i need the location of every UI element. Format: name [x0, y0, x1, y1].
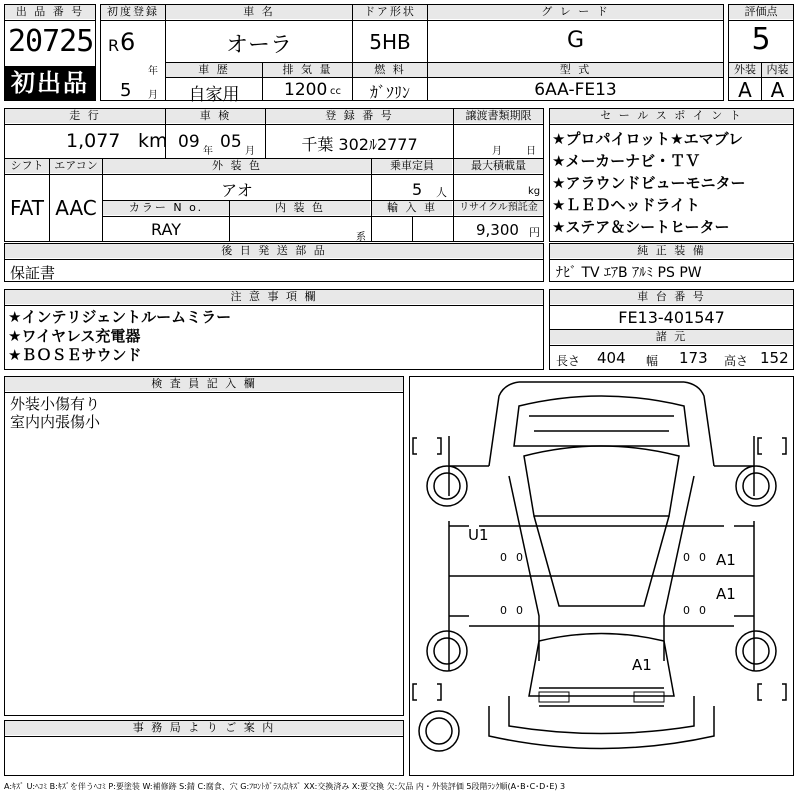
notes-label: 注 意 事 項 欄 — [5, 290, 543, 304]
vehicle-details-table — [4, 108, 544, 242]
seats-unit: 人 — [436, 186, 447, 199]
plate-value: 千葉 302ﾙ2777 — [301, 135, 418, 154]
seats-value: 5 — [412, 180, 423, 199]
ac-value: AAC — [55, 196, 97, 220]
door-label: ドア形状 — [353, 5, 427, 19]
reg-year-unit: 年 — [148, 66, 158, 77]
note-item: ★インテリジェントルームミラー — [8, 308, 232, 326]
mileage-label: 走 行 — [5, 109, 165, 123]
equipment-label: 純 正 装 備 — [550, 244, 793, 258]
exterior-label: 外装 — [729, 63, 761, 77]
shift-label: シフト — [5, 159, 49, 173]
ac-label: エアコン — [50, 159, 102, 173]
later-parts-value: 保証書 — [10, 264, 56, 282]
history-label: 車 歴 — [166, 63, 262, 77]
load-label: 最大積載量 — [454, 159, 543, 173]
chassis-value: FE13-401547 — [618, 308, 725, 327]
diagram-zero: 0 — [699, 604, 706, 617]
grade-value: G — [566, 28, 585, 53]
recycle-value: 9,300 — [476, 221, 519, 239]
reg-year: 6 — [120, 28, 136, 56]
color-value: アオ — [221, 181, 253, 200]
score-value: 5 — [751, 22, 771, 57]
sales-points-label: セ ー ル ス ポ イ ン ト — [550, 109, 793, 123]
era-letter: R — [108, 36, 120, 55]
width-value: 173 — [679, 349, 708, 367]
plate-label: 登 録 番 号 — [266, 109, 453, 123]
history-value: 自家用 — [188, 85, 240, 105]
model-value: 6AA-FE13 — [534, 80, 617, 100]
height-value: 152 — [760, 349, 789, 367]
fuel-value: ｶﾞｿﾘﾝ — [369, 83, 410, 102]
sales-point-item: ★メーカーナビ・ＴＶ — [552, 152, 701, 170]
first-reg-label: 初度登録 — [101, 5, 165, 19]
color-no-label: カラー N o. — [103, 201, 229, 215]
score-label: 評価点 — [729, 5, 793, 19]
seats-label: 乗車定員 — [372, 159, 452, 173]
interior-grade: A — [770, 78, 785, 102]
interior-color-unit: 系 — [356, 232, 366, 243]
recycle-label: リサイクル預託金 — [454, 201, 543, 215]
diagram-zero: 0 — [500, 604, 507, 617]
sales-point-item: ★プロパイロット★エマブレ — [552, 130, 743, 148]
office-label: 事 務 局 よ り ご 案 内 — [5, 721, 403, 735]
diagram-mark-a1-right-front: A1 — [716, 551, 736, 569]
transfer-month-unit: 月 — [492, 146, 502, 157]
sales-point-item: ★ＬＥＤヘッドライト — [552, 196, 700, 214]
equipment-value: ﾅﾋﾞ TV ｴｱB ｱﾙﾐ PS PW — [556, 265, 702, 281]
reg-month-unit: 月 — [148, 90, 158, 101]
color-no-value: RAY — [151, 220, 181, 239]
displacement-unit: cc — [330, 86, 341, 97]
notes-list — [8, 308, 231, 365]
inspector-notes — [10, 395, 100, 431]
fuel-label: 燃 料 — [353, 63, 427, 77]
load-unit: kg — [528, 186, 541, 197]
grade-label: グ レ ー ド — [428, 5, 723, 19]
insp-month: 05 — [220, 132, 242, 152]
inspector-note-line: 外装小傷有り — [10, 395, 101, 413]
note-item: ★ＢＯＳＥサウンド — [8, 346, 142, 364]
exterior-grade: A — [738, 78, 752, 102]
reg-month: 5 — [120, 80, 132, 101]
sales-point-item: ★アラウンドビューモニター — [552, 174, 746, 192]
dims-label: 諸 元 — [550, 330, 793, 344]
recycle-unit: 円 — [529, 226, 540, 239]
lot-number-label: 出 品 番 号 — [5, 5, 95, 19]
displacement-value: 1200 — [284, 80, 328, 100]
diagram-mark-a1-right-rear: A1 — [716, 585, 736, 603]
transfer-label: 譲渡書類期限 — [454, 109, 543, 123]
insp-year-unit: 年 — [203, 146, 213, 157]
diagram-zero: 0 — [516, 551, 523, 564]
car-name-label: 車 名 — [166, 5, 352, 19]
diagram-zero: 0 — [500, 551, 507, 564]
diagram-mark-a1-roof: A1 — [632, 656, 652, 674]
color-label: 外 装 色 — [103, 159, 371, 173]
diagram-mark-u1: U1 — [468, 526, 489, 544]
height-label: 高さ — [724, 354, 749, 368]
mileage-unit: km — [138, 130, 168, 152]
width-label: 幅 — [646, 354, 659, 368]
diagram-zero: 0 — [699, 551, 706, 564]
sales-points-list — [552, 128, 792, 238]
inspection-label: 車 検 — [166, 109, 265, 123]
insp-year: 09 — [178, 132, 200, 152]
interior-label: 内装 — [762, 63, 793, 77]
import-label: 輸 入 車 — [372, 201, 452, 215]
car-name: オーラ — [225, 33, 292, 58]
diagram-zero: 0 — [683, 604, 690, 617]
insp-month-unit: 月 — [245, 146, 255, 157]
length-value: 404 — [597, 349, 626, 367]
first-listing-badge: 初出品 — [5, 66, 95, 100]
later-parts-label: 後 日 発 送 部 品 — [5, 244, 543, 258]
note-item: ★ワイヤレス充電器 — [8, 327, 141, 345]
legend-text: A:ｷｽﾞ U:ﾍｺﾐ B:ｷｽﾞを伴うﾍｺﾐ P:要塗装 W:補修跡 S:錆 C:腐食、穴 G:ﾌﾛﾝﾄｶﾞﾗｽ点ｷｽﾞ XX:交換済み X:要交換 欠:欠品 内・外装評価 5段階ﾗﾝｸ順(A･B･C･D･E) 3 — [4, 782, 566, 791]
length-label: 長さ — [556, 354, 581, 368]
model-label: 型 式 — [428, 63, 723, 77]
inspector-label: 検 査 員 記 入 欄 — [5, 377, 403, 391]
mileage-value: 1,077 — [66, 130, 121, 152]
door-type: 5HB — [369, 30, 411, 54]
displacement-label: 排 気 量 — [263, 63, 352, 77]
inspector-note-line: 室内内張傷小 — [10, 413, 101, 431]
interior-color-label: 内 装 色 — [230, 201, 370, 215]
transfer-day-unit: 日 — [526, 146, 536, 157]
diagram-zero: 0 — [516, 604, 523, 617]
shift-value: FAT — [9, 196, 44, 220]
diagram-zero: 0 — [683, 551, 690, 564]
sales-point-item: ★ステア＆シートヒーター — [552, 218, 730, 236]
lot-number: 20725 — [8, 24, 94, 59]
chassis-label: 車 台 番 号 — [550, 290, 793, 304]
car-damage-diagram — [409, 376, 794, 776]
